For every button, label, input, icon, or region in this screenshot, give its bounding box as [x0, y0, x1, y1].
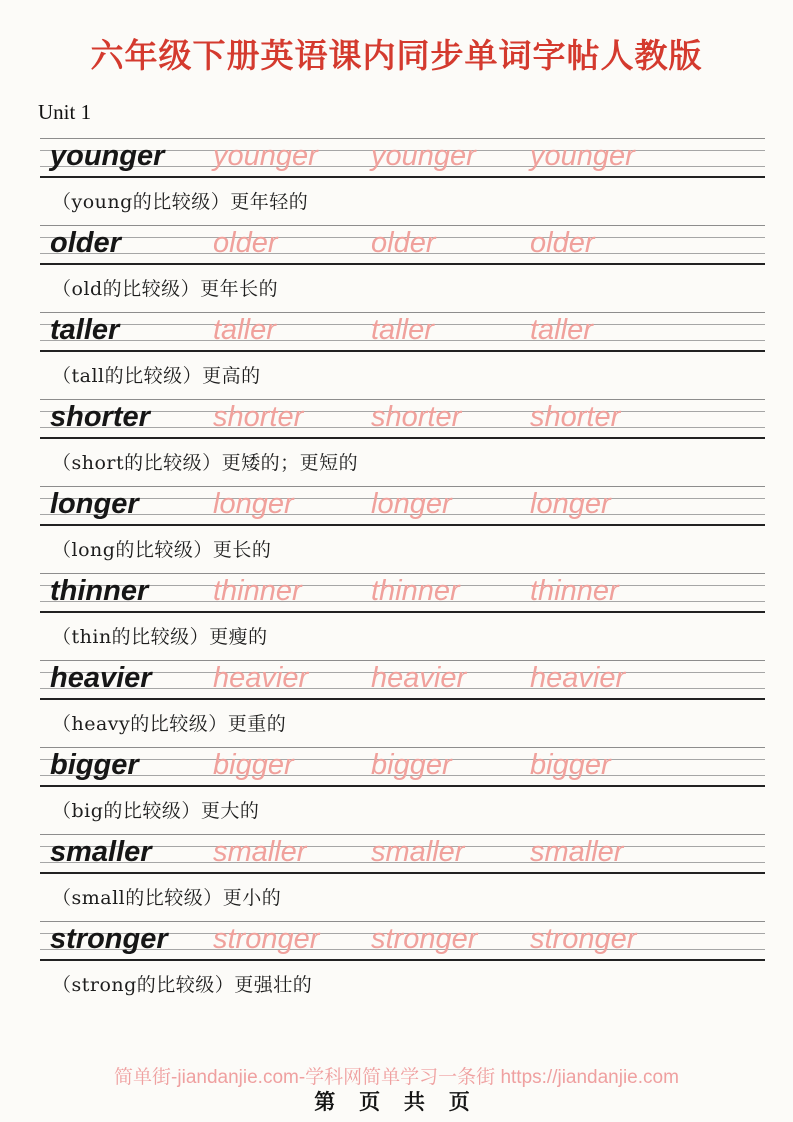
practice-grid — [40, 138, 765, 178]
word-trace: thinner — [213, 575, 302, 607]
word-row — [40, 399, 765, 486]
word-definition: （strong的比较级）更强壮的 — [52, 973, 313, 996]
word-definition: （tall的比较级）更高的 — [52, 364, 261, 387]
word-trace: heavier — [213, 662, 309, 694]
page-title: 六年级下册英语课内同步单词字帖人教版 — [90, 37, 703, 74]
practice-grid — [40, 921, 765, 961]
word-definition: （long的比较级）更长的 — [52, 538, 272, 561]
word-trace: longer — [530, 488, 611, 520]
word-definition: （thin的比较级）更瘦的 — [52, 625, 268, 648]
practice-grid — [40, 225, 765, 265]
word-trace: taller — [530, 314, 593, 346]
practice-grid — [40, 399, 765, 439]
word-trace: bigger — [213, 749, 294, 781]
word-definition: （big的比较级）更大的 — [52, 799, 260, 822]
word-sample: bigger — [50, 749, 139, 781]
word-trace: younger — [371, 140, 476, 172]
word-trace: longer — [371, 488, 452, 520]
practice-grid — [40, 660, 765, 700]
word-trace: bigger — [371, 749, 452, 781]
page-footer — [0, 1062, 793, 1122]
unit-label: Unit 1 — [38, 100, 92, 124]
word-definition: （old的比较级）更年长的 — [52, 277, 279, 300]
word-trace: stronger — [213, 923, 320, 955]
word-trace: stronger — [371, 923, 478, 955]
word-trace: shorter — [213, 401, 304, 433]
word-row — [40, 660, 765, 747]
word-definition: （short的比较级）更矮的；更短的 — [52, 451, 359, 474]
word-row — [40, 225, 765, 312]
word-trace: younger — [530, 140, 635, 172]
word-trace: thinner — [371, 575, 460, 607]
word-trace: smaller — [371, 836, 465, 868]
word-trace: taller — [213, 314, 276, 346]
word-sample: shorter — [50, 401, 150, 433]
word-row — [40, 747, 765, 834]
word-sample: heavier — [50, 662, 152, 694]
word-sample: older — [50, 227, 121, 259]
practice-grid — [40, 747, 765, 787]
word-sample: longer — [50, 488, 139, 520]
footer-watermark: 简单街-jiandanjie.com-学科网简单学习一条街 https://jiandanjie.com — [114, 1067, 679, 1088]
word-sample: thinner — [50, 575, 149, 607]
page-number-label: 第 页 共 页 — [314, 1091, 479, 1114]
word-sample: taller — [50, 314, 120, 346]
practice-grid — [40, 486, 765, 526]
word-row — [40, 921, 765, 1008]
word-trace: stronger — [530, 923, 637, 955]
word-trace: longer — [213, 488, 294, 520]
word-trace: thinner — [530, 575, 619, 607]
word-definition: （heavy的比较级）更重的 — [52, 712, 287, 735]
word-trace: smaller — [530, 836, 624, 868]
word-trace: older — [530, 227, 595, 259]
word-definition: （small的比较级）更小的 — [52, 886, 282, 909]
word-row — [40, 573, 765, 660]
word-row — [40, 486, 765, 573]
practice-grid — [40, 573, 765, 613]
practice-grid — [40, 312, 765, 352]
word-trace: shorter — [371, 401, 462, 433]
word-trace: heavier — [371, 662, 467, 694]
word-definition: （young的比较级）更年轻的 — [52, 190, 309, 213]
word-trace: taller — [371, 314, 434, 346]
word-row — [40, 834, 765, 921]
word-trace: older — [213, 227, 278, 259]
word-sample: younger — [50, 140, 165, 172]
word-list — [40, 138, 765, 1008]
word-trace: shorter — [530, 401, 621, 433]
word-trace: younger — [213, 140, 318, 172]
word-row — [40, 312, 765, 399]
word-sample: stronger — [50, 923, 168, 955]
word-trace: smaller — [213, 836, 307, 868]
word-trace: heavier — [530, 662, 626, 694]
practice-grid — [40, 834, 765, 874]
word-sample: smaller — [50, 836, 152, 868]
word-row — [40, 138, 765, 225]
word-trace: older — [371, 227, 436, 259]
word-trace: bigger — [530, 749, 611, 781]
